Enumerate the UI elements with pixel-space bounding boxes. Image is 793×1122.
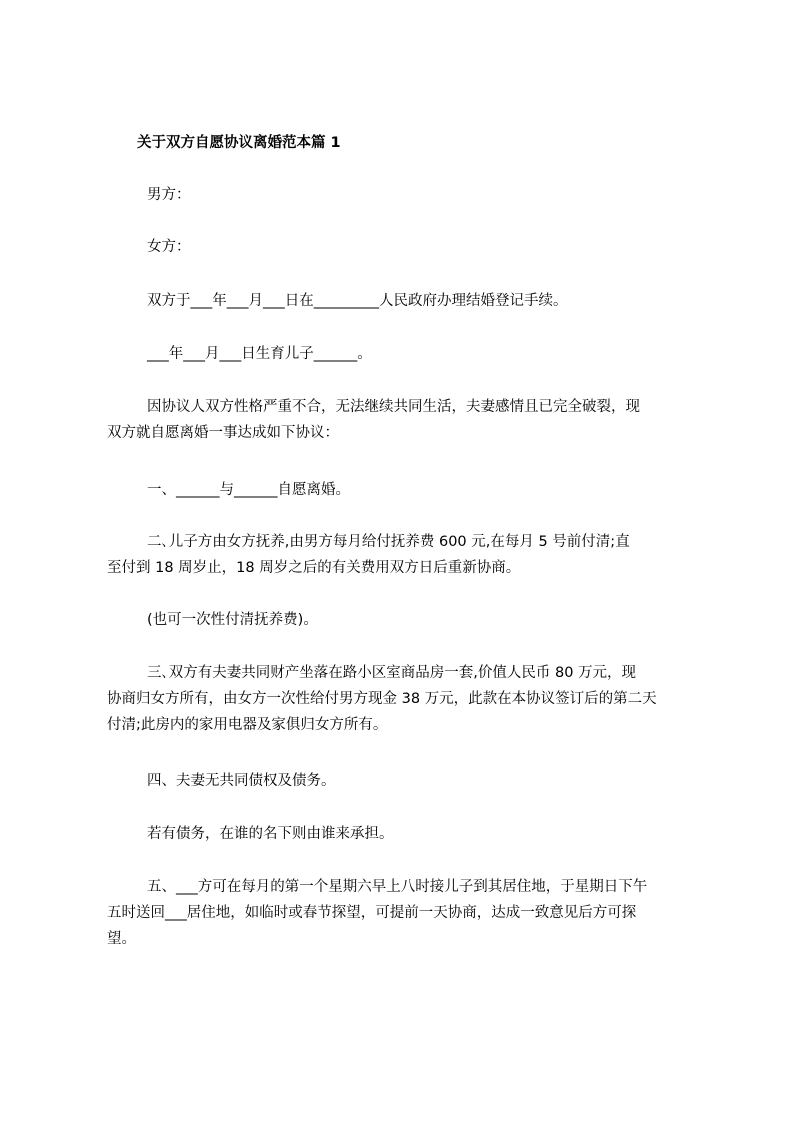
paragraph-reason (107, 394, 640, 446)
paragraph-line: 双方就自愿离婚一事达成如下协议： (107, 425, 339, 441)
paragraph-line: 因协议人双方性格严重不合，无法继续共同生活，夫妻感情且已完全破裂，现 (147, 399, 640, 415)
paragraph-line: 协商归女方所有，由女方一次性给付男方现金 38 万元，此款在本协议签订后的第二天 (107, 691, 657, 707)
paragraph-line: 若有债务，在谁的名下则由谁来承担。 (147, 826, 394, 842)
paragraph-line: 二､儿子方由女方抚养,由男方每月给付抚养费 600 元,在每月 5 号前付清;直 (147, 534, 630, 550)
paragraph-debt-responsibility (147, 821, 394, 847)
paragraph-line: 三､双方有夫妻共同财产坐落在路小区室商品房一套,价值人民币 80 万元，现 (147, 665, 637, 681)
paragraph-male-party (147, 182, 191, 208)
paragraph-line: ___年___月___日生育儿子______。 (147, 346, 372, 362)
paragraph-line: 一、______与______自愿离婚。 (147, 482, 350, 498)
paragraph-marriage-registration (147, 288, 568, 314)
paragraph-line: 至付到 18 周岁止，18 周岁之后的有关费用双方日后重新协商。 (107, 560, 521, 576)
document-title: 关于双方自愿协议离婚范本篇 1 (137, 135, 341, 151)
paragraph-line: 五、___方可在每月的第一个星期六早上八时接儿子到其居住地，于星期日下午 (147, 879, 648, 895)
clause-one (147, 477, 350, 503)
paragraph-line: 女方： (147, 239, 191, 255)
paragraph-line: 男方： (147, 187, 191, 203)
clause-three (107, 660, 657, 738)
paragraph-line: 双方于___年___月___日在_________人民政府办理结婚登记手续。 (147, 293, 568, 309)
paragraph-line: (也可一次性付清抚养费)。 (147, 612, 318, 628)
paragraph-line: 付清;此房内的家用电器及家俱归女方所有。 (107, 717, 388, 733)
paragraph-lump-sum-note (147, 607, 318, 633)
clause-two (107, 529, 630, 581)
paragraph-female-party (147, 234, 191, 260)
paragraph-line: 四、夫妻无共同债权及债务。 (147, 773, 336, 789)
clause-four (147, 768, 336, 794)
clause-five (107, 874, 647, 952)
paragraph-son-birth (147, 341, 372, 367)
paragraph-line: 五时送回___居住地，如临时或春节探望，可提前一天协商，达成一致意见后方可探 (107, 905, 637, 921)
paragraph-line: 望。 (107, 931, 136, 947)
